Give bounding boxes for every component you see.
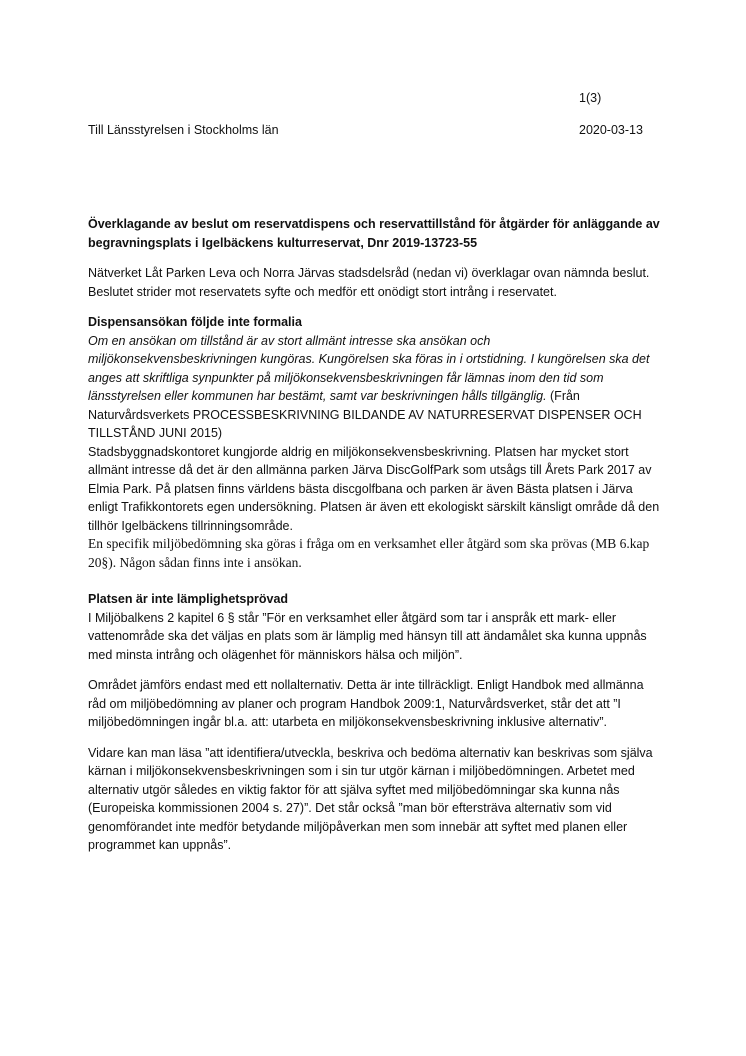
document-date: 2020-03-13 <box>579 123 643 137</box>
paragraph-miljobedomning: En specifik miljöbedömning ska göras i fråga om en verksamhet eller åtgärd som ska prövas (MB 6.kap 20§). Någon sådan finns inte i ansökan. <box>88 536 650 570</box>
quote-paragraph <box>88 332 660 443</box>
paragraph-miljobalken: I Miljöbalkens 2 kapitel 6 § står ”För en verksamhet eller åtgärd som tar i anspråk ett mark- eller vattenområde ska det väljas en plats som är lämplig med hänsyn till att ändamålet ska kunna uppnås med minsta intrång och olägenhet för människors hälsa och miljön”. <box>88 610 647 662</box>
quote-source: (Från Naturvårdsverkets PROCESSBESKRIVNING BILDANDE AV NATURRESERVAT DISPENSER OCH TILLSTÅND JUNI 2015) <box>88 389 642 440</box>
document-title: Överklagande av beslut om reservatdispens och reservattillstånd för åtgärder för anläggande av begravningsplats i Igelbäckens kulturreservat, Dnr 2019-13723-55 <box>88 217 660 250</box>
recipient: Till Länsstyrelsen i Stockholms län <box>88 123 279 137</box>
paragraph-kungorelse: Stadsbyggnadskontoret kungjorde aldrig en miljökonsekvensbeskrivning. Platsen har mycket stort allmänt intresse då det är den allmänna parken Järva DiscGolfPark som utsågs till Årets Park 2017 av Elmia Park. På platsen finns världens bästa discgolfbana och parken är även Bästa platsen i Järva enligt Trafikkontorets egen undersökning. Platsen är även ett ekologiskt särskilt känsligt område då den tillhör Igelbäckens tillrinningsområde. <box>88 444 660 533</box>
intro-paragraph: Nätverket Låt Parken Leva och Norra Järvas stadsdelsråd (nedan vi) överklagar ovan nämnda beslut. Beslutet strider mot reservatets syfte och medför ett onödigt stort intrång i reservatet. <box>88 266 650 299</box>
document-body <box>88 215 660 855</box>
section-heading-formalia: Dispensansökan följde inte formalia <box>88 315 302 329</box>
paragraph-alternativ: Vidare kan man läsa ”att identifiera/utveckla, beskriva och bedöma alternativ kan beskrivas som själva kärnan i miljökonsekvensbeskrivningen som i sin tur utgör kärnan i miljöbedömningen. Arbetet med alternativ utgör således en viktig faktor för att själva syftet med miljöbedömningar ska kunna nås (Europeiska kommissionen 2004 s. 27)”. Det står också ”man bör eftersträva alternativ som vid genomförandet inte medför betydande miljöpåverkan men som innebär att syftet med planen eller programmet kan uppnås”. <box>88 745 653 852</box>
quote-italic: Om en ansökan om tillstånd är av stort allmänt intresse ska ansökan och miljökonsekvensbeskrivningen kungöras. Kungörelsen ska föras in i ortstidning. I kungörelsen ska det anges att skriftliga synpunkter på miljökonsekvensbeskrivningen får lämnas inom den tid som länsstyrelsen eller kommunen har bestämt, samt var beskrivningen hålls tillgänglig. <box>88 333 650 403</box>
paragraph-nollalternativ: Området jämförs endast med ett nollalternativ. Detta är inte tillräckligt. Enligt Handbok med allmänna råd om miljöbedömning av planer och program Handbok 2009:1, Naturvårdsverket, står det att ”I miljöbedömningen ingår bl.a. att: utarbeta en miljökonsekvensbeskrivning inklusive alternativ”. <box>88 678 644 729</box>
section-heading-lamplighet: Platsen är inte lämplighetsprövad <box>88 592 289 606</box>
page-number: 1(3) <box>579 91 602 105</box>
